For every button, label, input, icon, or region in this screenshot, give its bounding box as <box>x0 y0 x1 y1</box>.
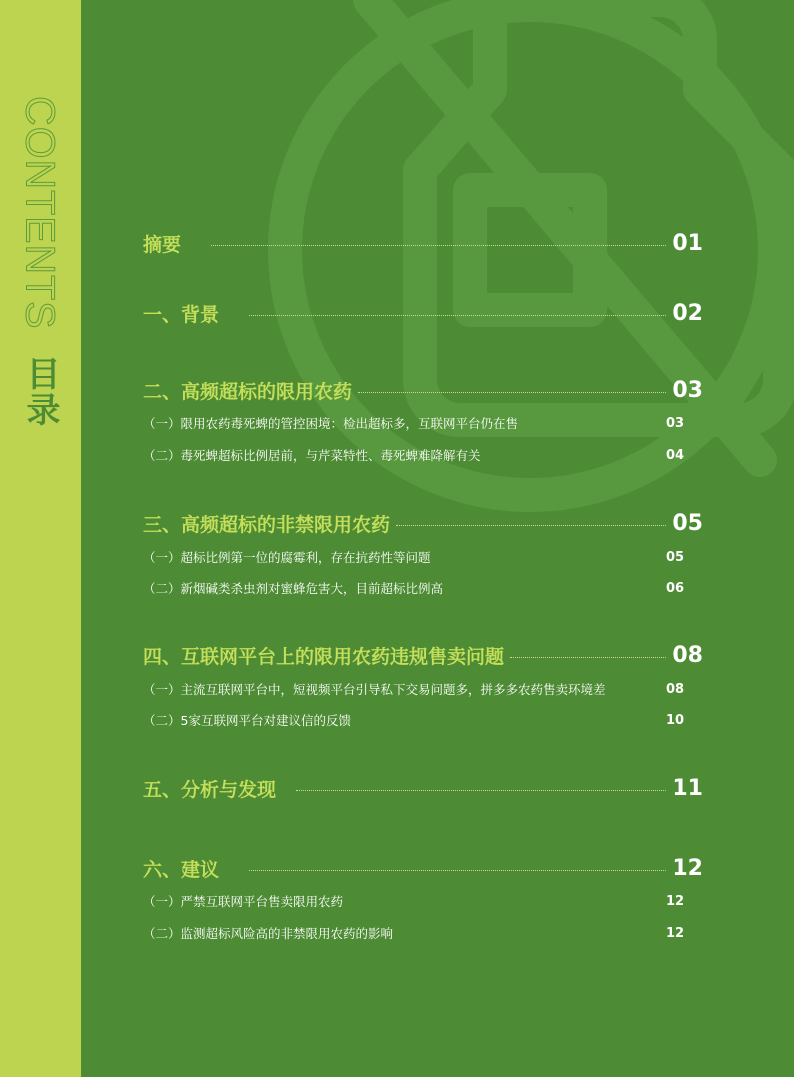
toc-title: 三、高频超标的非禁限用农药 <box>143 513 391 536</box>
toc-title: （一）超标比例第一位的腐霉利，存在抗药性等问题 <box>143 550 431 565</box>
toc-page: 08 <box>672 642 703 668</box>
toc-entry-3-2[interactable] <box>143 578 703 598</box>
toc-page: 08 <box>665 681 685 697</box>
toc-page: 10 <box>665 712 685 728</box>
toc-entry-4-1[interactable] <box>143 679 703 699</box>
toc-entry-section-4[interactable] <box>143 641 703 669</box>
toc-page: 12 <box>665 893 685 909</box>
toc-leader <box>249 870 666 871</box>
toc-entry-3-1[interactable] <box>143 547 703 567</box>
decorative-bottle-icon <box>260 0 794 520</box>
toc-page: 06 <box>665 580 685 596</box>
toc-title: （一）主流互联网平台中，短视频平台引导私下交易问题多，拼多多农药售卖环境差 <box>143 682 606 697</box>
toc-entry-section-2[interactable] <box>143 376 703 404</box>
contents-heading-cn: 目录 <box>20 356 60 428</box>
toc-title: 二、高频超标的限用农药 <box>143 380 353 403</box>
toc-page: 02 <box>672 300 703 326</box>
toc-entry-2-1[interactable] <box>143 413 703 433</box>
toc-page: 05 <box>672 510 703 536</box>
toc-entry-2-2[interactable] <box>143 445 703 465</box>
toc-title: 五、分析与发现 <box>143 778 277 801</box>
toc-title: 六、建议 <box>143 858 220 881</box>
toc-page: 03 <box>665 415 685 431</box>
toc-title: 一、背景 <box>143 303 220 326</box>
toc-entry-abstract[interactable] <box>143 229 703 257</box>
toc-page: 12 <box>665 925 685 941</box>
toc-title: 四、互联网平台上的限用农药违规售卖问题 <box>143 645 505 668</box>
toc-leader <box>296 790 666 791</box>
toc-entry-6-2[interactable] <box>143 923 703 943</box>
toc-leader <box>396 525 666 526</box>
toc-title: （一）严禁互联网平台售卖限用农药 <box>143 894 344 909</box>
toc-entry-section-5[interactable] <box>143 774 703 802</box>
toc-page: 03 <box>672 377 703 403</box>
toc-leader <box>358 392 666 393</box>
toc-entry-background[interactable] <box>143 299 703 327</box>
toc-entry-4-2[interactable] <box>143 710 703 730</box>
toc-leader <box>249 315 666 316</box>
contents-heading-en: CONTENTS <box>17 96 64 330</box>
toc-page: 05 <box>665 549 685 565</box>
toc-entry-section-3[interactable] <box>143 509 703 537</box>
toc-entry-6-1[interactable] <box>143 891 703 911</box>
toc-page: 11 <box>672 775 703 801</box>
toc-title: 摘要 <box>143 233 182 256</box>
toc-page: 01 <box>672 230 703 256</box>
toc-title: （二）毒死蜱超标比例居前，与芹菜特性、毒死蜱难降解有关 <box>143 448 481 463</box>
toc-leader <box>510 657 666 658</box>
toc-title: （二）新烟碱类杀虫剂对蜜蜂危害大，目前超标比例高 <box>143 581 444 596</box>
toc-title: （一）限用农药毒死蜱的管控困境：检出超标多，互联网平台仍在售 <box>143 416 519 431</box>
toc-entry-section-6[interactable] <box>143 854 703 882</box>
toc-leader <box>211 245 666 246</box>
toc-page: 04 <box>665 447 685 463</box>
sidebar <box>0 0 81 1077</box>
toc-page: 12 <box>672 855 703 881</box>
toc-title: （二）5家互联网平台对建议信的反馈 <box>143 713 351 728</box>
toc-title: （二）监测超标风险高的非禁限用农药的影响 <box>143 926 394 941</box>
